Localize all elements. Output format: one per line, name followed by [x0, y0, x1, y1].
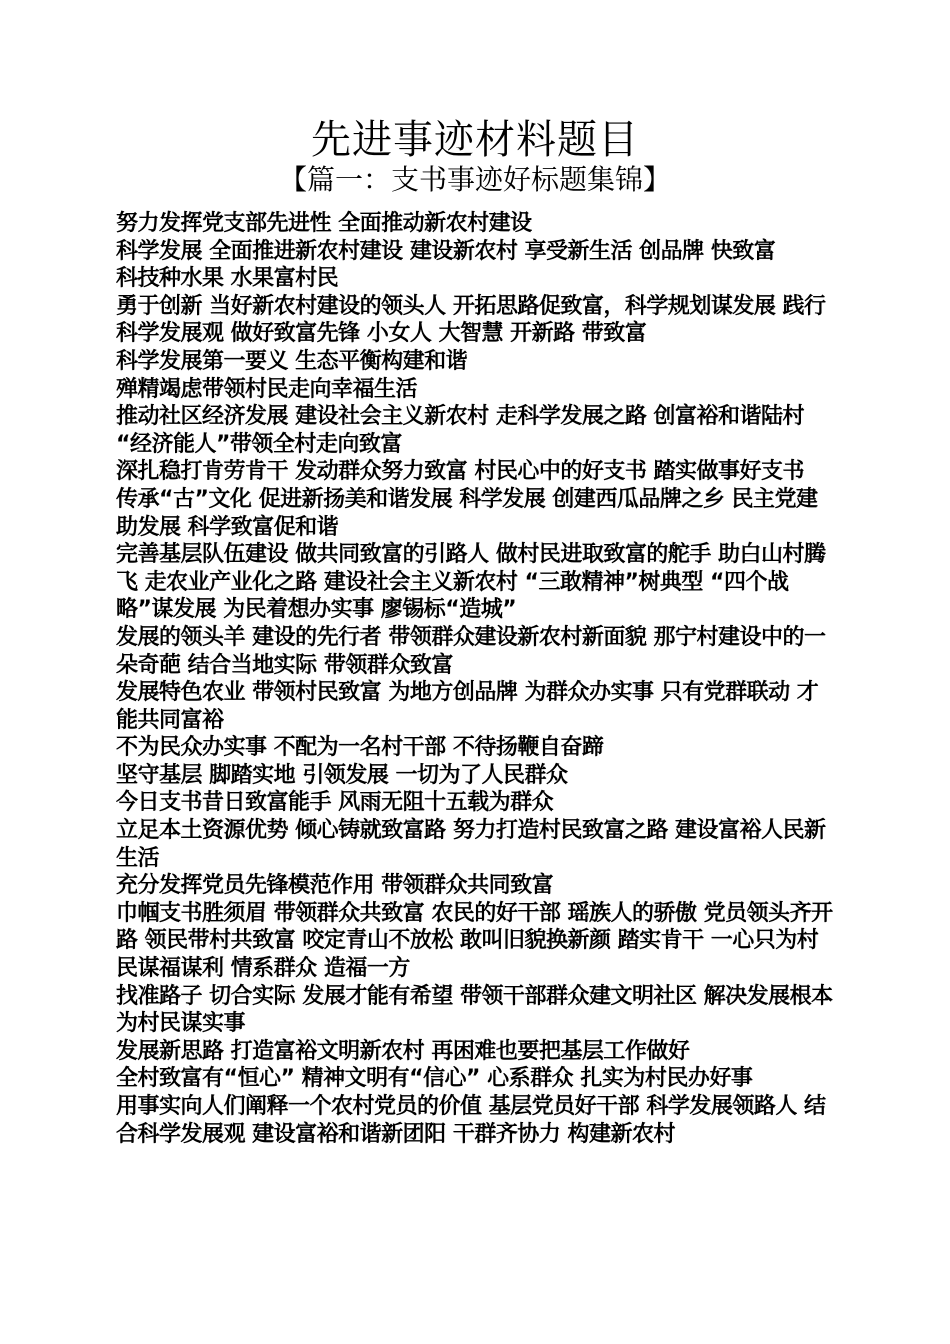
paragraph: 充分发挥党员先锋模范作用 带领群众共同致富 [116, 873, 554, 899]
paragraph: 全村致富有“恒心” 精神文明有“信心” 心系群众 扎实为村民办好事 [116, 1066, 753, 1092]
paragraph: 今日支书昔日致富能手 风雨无阻十五载为群众 [116, 790, 554, 816]
paragraph: 发展特色农业 带领村民致富 为地方创品牌 为群众办实事 只有党群联动 才能共同富裕 [116, 680, 819, 733]
paragraph: 不为民众办实事 不配为一名村干部 不待扬鞭自奋蹄 [116, 735, 604, 761]
paragraph: 用事实向人们阐释一个农村党员的价值 基层党员好干部 科学发展领路人 结合科学发展观 建设富裕和谐新团阳 干群齐协力 构建新农村 [116, 1094, 826, 1147]
paragraph: 科技种水果 水果富村民 [116, 266, 339, 292]
paragraph: 立足本土资源优势 倾心铸就致富路 努力打造村民致富之路 建设富裕人民新生活 [116, 818, 826, 871]
document-title: 先进事迹材料题目 [311, 117, 639, 163]
paragraph: 坚守基层 脚踏实地 引领发展 一切为了人民群众 [116, 762, 568, 788]
paragraph: 完善基层队伍建设 做共同致富的引路人 做村民进取致富的舵手 助白山村腾飞 走农业产业化之路 建设社会主义新农村 “三敢精神”树典型 “四个战略”谋发展 为民着想办实事 廖锡标“造城” [116, 542, 826, 623]
paragraph: 深扎稳打肯劳肯干 发动群众努力致富 村民心中的好支书 踏实做事好支书 [116, 459, 804, 485]
paragraph: 找准路子 切合实际 发展才能有希望 带领干部群众建文明社区 解决发展根本 为村民谋实事 [116, 983, 833, 1037]
paragraph: 推动社区经济发展 建设社会主义新农村 走科学发展之路 创富裕和谐陆村 “经济能人”带领全村走向致富 [116, 404, 804, 457]
paragraph: 发展的领头羊 建设的先行者 带领群众建设新农村新面貌 那宁村建设中的一朵奇葩 结合当地实际 带领群众致富 [116, 624, 826, 678]
paragraph: 努力发挥党支部先进性 全面推动新农村建设 [116, 211, 532, 236]
paragraph: 科学发展第一要义 生态平衡构建和谐 [116, 348, 468, 374]
document-subtitle: 【篇一：支书事迹好标题集锦】 [278, 163, 671, 196]
document-body [116, 210, 836, 1148]
paragraph: 殚精竭虑带领村民走向幸福生活 [116, 376, 418, 402]
paragraph: 科学发展 全面推进新农村建设 建设新农村 享受新生活 创品牌 快致富 [116, 238, 776, 264]
paragraph: 巾帼支书胜须眉 带领群众共致富 农民的好干部 瑶族人的骄傲 党员领头齐开路 领民带村共致富 咬定青山不放松 敢叫旧貌换新颜 踏实肯干 一心只为村民谋福谋利 情系群众 造福一方 [116, 900, 833, 982]
paragraph: 勇于创新 当好新农村建设的领头人 开拓思路促致富，科学规划谋发展 践行科学发展观 做好致富先锋 小女人 大智慧 开新路 带致富 [116, 293, 826, 347]
paragraph: 发展新思路 打造富裕文明新农村 再困难也要把基层工作做好 [116, 1038, 690, 1064]
paragraph: 传承“古”文化 促进新扬美和谐发展 科学发展 创建西瓜品牌之乡 民主党建助发展 科学致富促和谐 [116, 486, 818, 540]
